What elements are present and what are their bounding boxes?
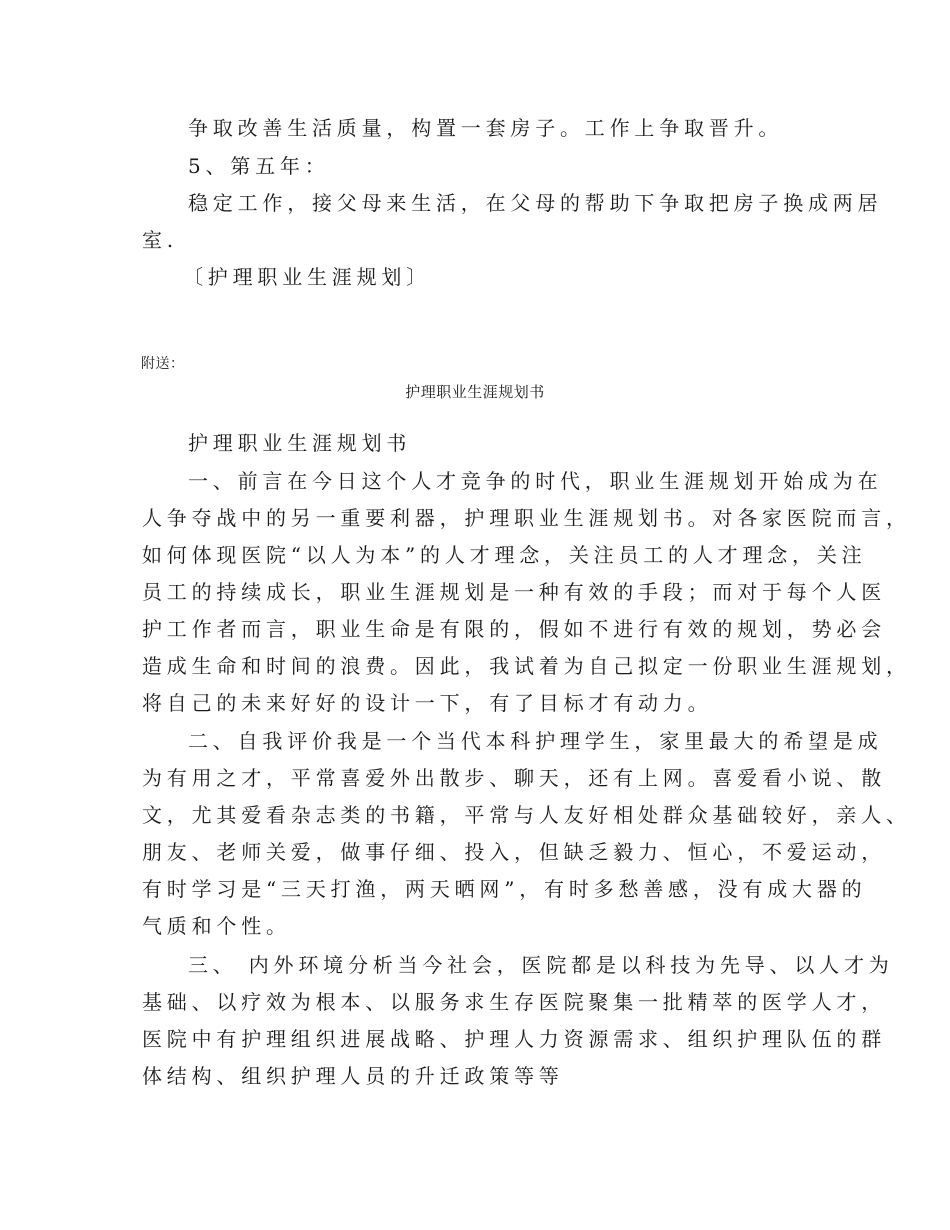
text-line: 造成生命和时间的浪费。因此，我试着为自己拟定一份职业生涯规划，: [142, 654, 911, 678]
text-line: 三、 内外环境分析当今社会，医院都是以科技为先导、以人才为: [188, 953, 894, 977]
section-heading: 护理职业生涯规划书: [188, 431, 412, 455]
text-line: 体结构、组织护理人员的升迁政策等等: [142, 1064, 564, 1088]
text-line: 有时学习是“三天打渔，两天晒网”，有时多愁善感，没有成大器的: [142, 877, 867, 901]
text-line: 文，尤其爱看杂志类的书籍，平常与人友好相处群众基础较好，亲人、: [142, 803, 911, 827]
text-line: 争取改善生活质量，构置一套房子。工作上争取晋升。: [188, 116, 784, 140]
text-line: 二、自我评价我是一个当代本科护理学生，家里最大的希望是成: [188, 729, 883, 753]
text-line: 室.: [142, 228, 178, 252]
text-line: 稳定工作，接父母来生活，在父母的帮助下争取把房子换成两居: [188, 191, 883, 215]
text-line: 5、第五年：: [188, 154, 330, 178]
text-line: 如何体现医院“以人为本”的人才理念，关注员工的人才理念，关注: [142, 543, 867, 567]
document-title: 护理职业生涯规划书: [405, 383, 545, 401]
text-line: 一、前言在今日这个人才竞争的时代，职业生涯规划开始成为在: [188, 469, 883, 493]
text-line: 将自己的未来好好的设计一下，有了目标才有动力。: [142, 691, 713, 715]
text-line: 朋友、老师关爱，做事仔细、投入，但缺乏毅力、恒心，不爱运动，: [142, 840, 886, 864]
appendix-label: 附送：: [141, 356, 185, 372]
text-line: 医院中有护理组织进展战略、护理人力资源需求、组织护理队伍的群: [142, 1027, 886, 1051]
text-line: 为有用之才，平常喜爱外出散步、聊天，还有上网。喜爱看小说、散: [142, 766, 886, 790]
text-line: 员工的持续成长，职业生涯规划是一种有效的手段；而对于每个人医: [142, 580, 886, 604]
text-line: 护工作者而言，职业生命是有限的，假如不进行有效的规划，势必会: [142, 617, 886, 641]
text-line: 人争夺战中的另一重要利器，护理职业生涯规划书。对各家医院而言，: [142, 506, 911, 530]
text-line: 基础、以疗效为根本、以服务求生存医院聚集一批精萃的医学人才，: [142, 990, 886, 1014]
text-line: 〔护理职业生涯规划〕: [183, 265, 431, 289]
text-line: 气质和个性。: [142, 914, 291, 938]
